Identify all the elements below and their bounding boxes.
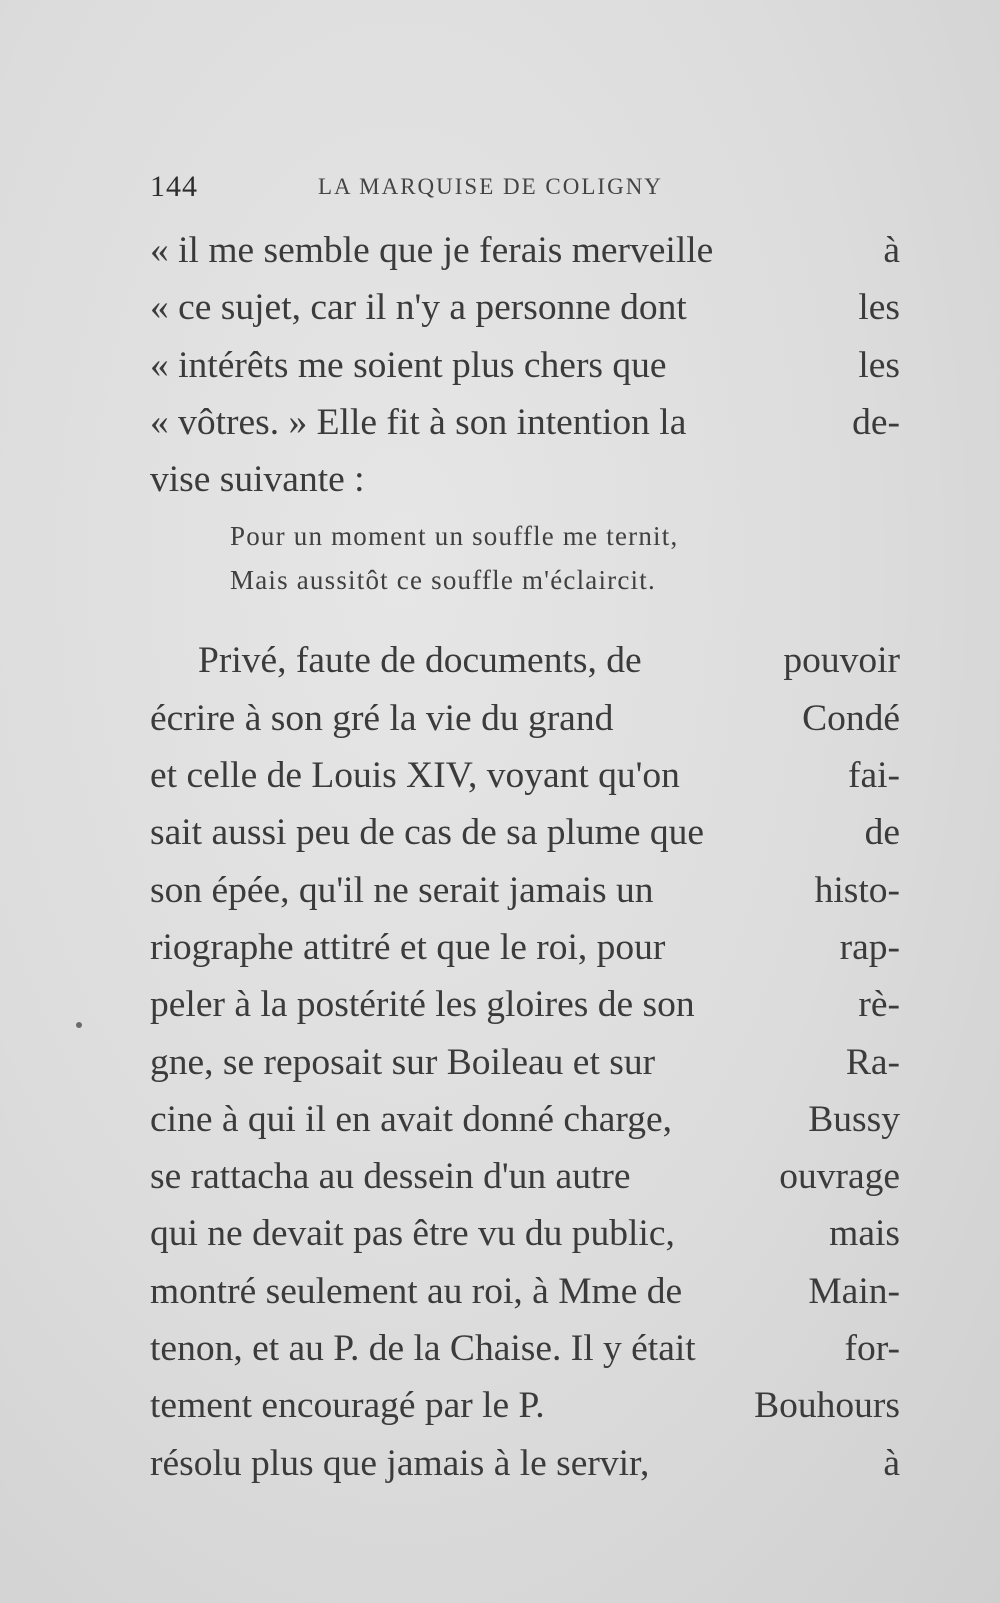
text-line — [150, 1377, 900, 1434]
line-end: pouvoir — [783, 640, 900, 682]
text-line — [150, 690, 900, 747]
line-end: rap- — [839, 926, 900, 968]
line-text: qui ne devait pas être vu du public, — [150, 1213, 675, 1255]
line-end: à — [883, 1442, 900, 1484]
line-text: cine à qui il en avait donné charge, — [150, 1098, 673, 1140]
line-text: « ce sujet, car il n'y a personne dont — [150, 287, 687, 329]
line-end: Main- — [808, 1270, 900, 1312]
text-line — [150, 279, 900, 336]
line-text: riographe attitré et que le roi, pour — [150, 926, 666, 968]
text-line — [150, 632, 900, 689]
line-text: se rattacha au dessein d'un autre — [150, 1156, 631, 1198]
line-end: à — [883, 230, 900, 271]
running-title: LA MARQUISE DE COLIGNY — [318, 174, 663, 199]
line-text: vise suivante : — [150, 459, 365, 501]
text-line — [150, 1205, 900, 1262]
line-end: Condé — [802, 697, 900, 739]
line-text: sait aussi peu de cas de sa plume que — [150, 812, 705, 854]
line-text: gne, se reposait sur Boileau et sur — [150, 1041, 656, 1083]
body-text — [150, 222, 900, 1492]
verse-quotation — [150, 514, 900, 602]
text-line — [150, 1263, 900, 1320]
line-text: « intérêts me soient plus chers que — [150, 344, 667, 386]
text-line — [150, 862, 900, 919]
line-text: tement encouragé par le P. — [150, 1385, 545, 1427]
verse-line: Pour un moment un souffle me ternit, — [230, 521, 679, 552]
line-text: tenon, et au P. de la Chaise. Il y était — [150, 1328, 696, 1370]
text-line — [150, 394, 900, 451]
line-text: résolu plus que jamais à le servir, — [150, 1442, 650, 1484]
page-number: 144 — [150, 170, 198, 203]
line-text: Privé, faute de documents, de — [198, 640, 642, 682]
line-end: fai- — [847, 755, 900, 797]
line-end: les — [858, 344, 900, 386]
line-text: « vôtres. » Elle fit à son intention la — [150, 401, 687, 443]
line-end: Bouhours — [754, 1385, 900, 1427]
line-end: Bussy — [808, 1098, 900, 1140]
line-text: montré seulement au roi, à Mme de — [150, 1270, 683, 1312]
line-end: for- — [844, 1328, 900, 1370]
line-end: les — [858, 287, 900, 329]
line-text: peler à la postérité les gloires de son — [150, 984, 695, 1026]
text-line — [150, 222, 900, 279]
text-line — [150, 1091, 900, 1148]
text-line — [150, 1435, 900, 1492]
line-end: histo- — [814, 869, 900, 911]
text-line — [150, 804, 900, 861]
text-line — [150, 747, 900, 804]
text-line — [150, 451, 900, 508]
paper-speck — [76, 1022, 82, 1028]
line-end: de — [864, 812, 900, 854]
line-end: rè- — [858, 984, 900, 1026]
verse-line: Mais aussitôt ce souffle m'éclaircit. — [230, 565, 656, 596]
line-end: mais — [829, 1213, 900, 1255]
text-line — [150, 919, 900, 976]
line-text: « il me semble que je ferais merveille — [150, 230, 714, 271]
paragraph — [150, 632, 900, 1491]
line-end: Ra- — [845, 1041, 900, 1083]
opening-passage — [150, 222, 900, 508]
text-line — [150, 1034, 900, 1091]
line-end: de- — [852, 401, 900, 443]
text-line — [150, 1148, 900, 1205]
text-line — [150, 976, 900, 1033]
text-line — [150, 337, 900, 394]
line-end: ouvrage — [779, 1156, 900, 1198]
running-head — [150, 170, 750, 210]
line-text: écrire à son gré la vie du grand — [150, 697, 614, 739]
line-text: et celle de Louis XIV, voyant qu'on — [150, 755, 680, 797]
line-text: son épée, qu'il ne serait jamais un — [150, 869, 654, 911]
text-line — [150, 1320, 900, 1377]
